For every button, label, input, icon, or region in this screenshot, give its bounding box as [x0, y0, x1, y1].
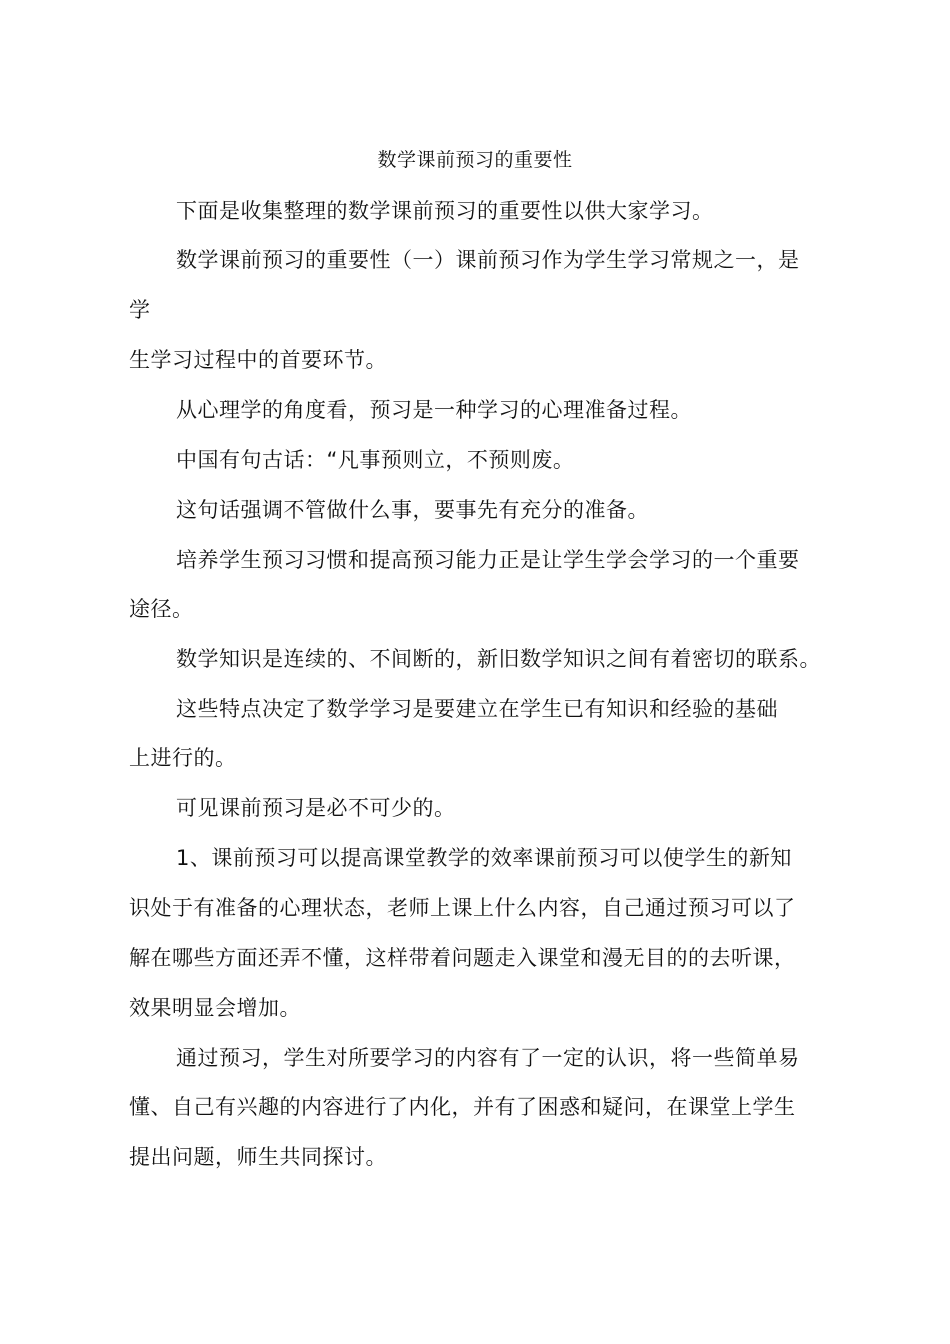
- document-title: 数学课前预习的重要性: [377, 149, 573, 171]
- text-line-18: 通过预习，学生对所要学习的内容有了一定的认识，将一些简单易: [176, 1046, 800, 1070]
- text-line-1: 下面是收集整理的数学课前预习的重要性以供大家学习。: [176, 199, 714, 223]
- text-line-14: 1、课前预习可以提高课堂教学的效率课前预习可以使学生的新知: [176, 846, 792, 870]
- text-line-7: 这句话强调不管做什么事，要事先有充分的准备。: [176, 498, 649, 522]
- text-line-4: 生学习过程中的首要环节。: [129, 348, 387, 372]
- text-line-3: 学: [129, 298, 151, 322]
- text-line-9: 途径。: [129, 597, 194, 621]
- text-line-12: 上进行的。: [129, 746, 237, 770]
- text-line-15: 识处于有准备的心理状态，老师上课上什么内容，自己通过预习可以了: [129, 896, 796, 920]
- text-line-17: 效果明显会增加。: [129, 996, 301, 1020]
- text-line-11: 这些特点决定了数学学习是要建立在学生已有知识和经验的基础: [176, 697, 778, 721]
- text-line-13: 可见课前预习是必不可少的。: [176, 796, 456, 820]
- text-line-16: 解在哪些方面还弄不懂，这样带着问题走入课堂和漫无目的的去听课，: [129, 946, 796, 970]
- text-line-20: 提出问题，师生共同探讨。: [129, 1145, 387, 1169]
- text-line-2: 数学课前预习的重要性（一）课前预习作为学生学习常规之一，是: [176, 248, 800, 272]
- text-line-19: 懂、自己有兴趣的内容进行了内化，并有了困惑和疑问，在课堂上学生: [129, 1095, 796, 1119]
- text-line-5: 从心理学的角度看，预习是一种学习的心理准备过程。: [176, 398, 692, 422]
- text-line-6: 中国有句古话：“凡事预则立，不预则废。: [176, 448, 575, 472]
- text-line-8: 培养学生预习习惯和提高预习能力正是让学生学会学习的一个重要: [176, 548, 800, 572]
- text-line-10: 数学知识是连续的、不间断的，新旧数学知识之间有着密切的联系。: [176, 647, 821, 671]
